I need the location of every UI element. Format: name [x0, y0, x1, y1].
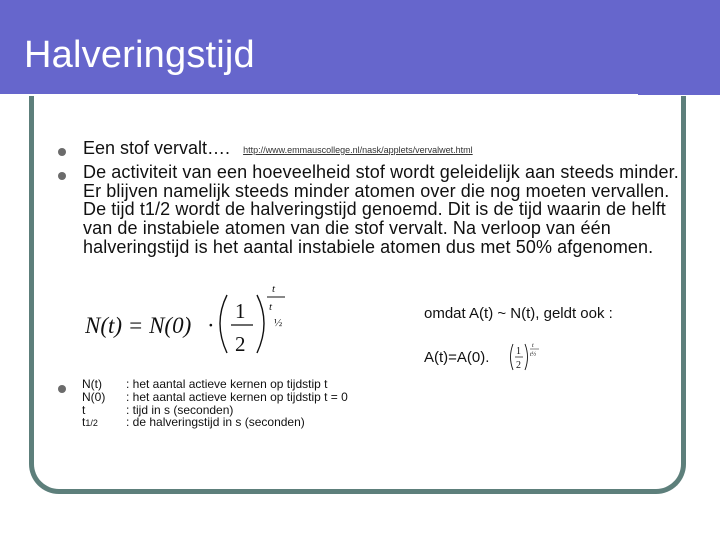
right-paren [257, 295, 264, 353]
small-exponent-numerator: t [532, 343, 534, 349]
left-paren [220, 295, 227, 353]
small-right-paren [525, 344, 528, 370]
definition-symbol [82, 416, 126, 430]
bullet-1 [83, 138, 473, 159]
bullet-dot-icon [58, 172, 66, 180]
decay-formula [85, 283, 305, 363]
definition-description: : het aantal actieve kernen op tijdstip t [126, 377, 328, 391]
exponent-denominator: t [269, 301, 273, 313]
exponent-numerator: t [272, 283, 276, 295]
definition-description: : de halveringstijd in s (seconden) [126, 415, 305, 430]
bullet-dot-icon [58, 148, 66, 156]
title-bar [0, 0, 720, 95]
exponent-denominator-sub: ½ [274, 317, 283, 329]
definition-row [82, 378, 348, 391]
fraction-denominator: 2 [235, 332, 246, 356]
definition-row [82, 416, 348, 430]
note-proportional: omdat A(t) ~ N(t), geldt ook : [424, 305, 613, 322]
activity-formula-factor [508, 341, 544, 373]
definition-symbol: N(0) [82, 389, 106, 404]
definition-description: : het aantal actieve kernen op tijdstip t = 0 [126, 389, 348, 404]
definition-symbol: t [82, 402, 86, 417]
definition-symbol-sub: 1/2 [85, 418, 98, 429]
slide-title: Halveringstijd [24, 34, 255, 76]
formula-lhs: N(t) = N(0) [85, 313, 192, 338]
definition-symbol-main: t [82, 415, 86, 430]
note-activity-formula: A(t)=A(0). [424, 349, 490, 366]
bullet-1-text: Een stof vervalt…. [83, 138, 231, 158]
definitions-list [82, 378, 348, 430]
formula-dot: · [207, 313, 215, 338]
definition-description: : tijd in s (seconden) [126, 402, 234, 417]
bullet-dot-icon [58, 385, 66, 393]
definition-symbol: N(t) [82, 377, 102, 391]
small-numerator: 1 [516, 346, 521, 357]
applet-link[interactable]: http://www.emmauscollege.nl/nask/applets/vervalwet.html [243, 145, 473, 155]
fraction-numerator: 1 [235, 299, 246, 323]
small-left-paren [511, 344, 514, 370]
small-denominator: 2 [516, 360, 521, 371]
bullet-2-text: De activiteit van een hoeveelheid stof wordt geleidelijk aan steeds minder. Er blijven namelijk steeds minder atomen over die nog moeten vervallen. De tijd t1/2 wordt de halveringstijd genoemd. Dit is de tijd waarin de helft van de instabiele atomen van die stof vervalt. Na verloop van één halveringstijd is het aantal instabiele atomen dus met 50% afgenomen. [83, 162, 679, 257]
small-exponent-denominator: t½ [530, 352, 537, 358]
definition-row [82, 391, 348, 404]
